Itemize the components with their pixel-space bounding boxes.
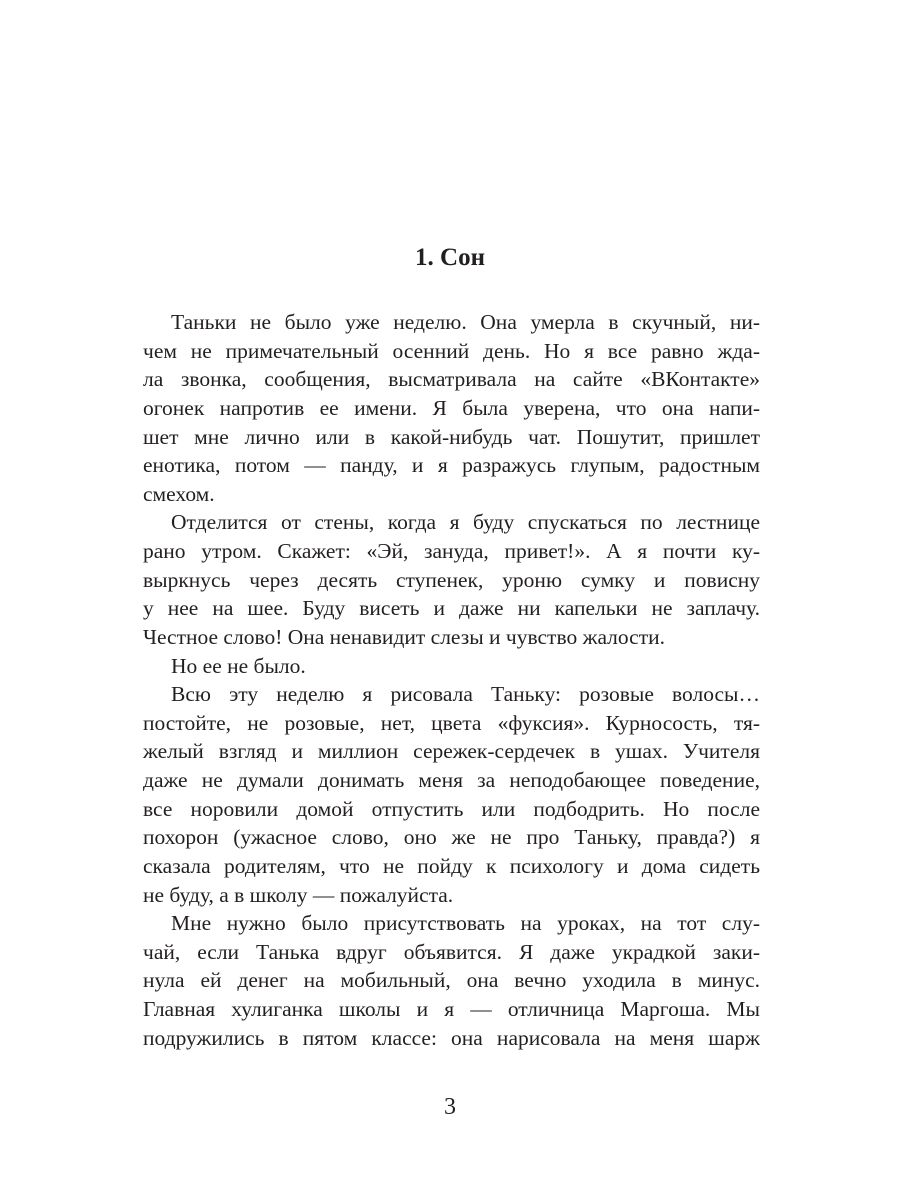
chapter-title: 1. Сон [415, 244, 485, 271]
text-line: Мне нужно было присутствовать на уроках, на тот слу- [171, 911, 760, 936]
text-line: даже не думали донимать меня за неподобающее поведение, [143, 768, 760, 792]
paragraph [143, 508, 760, 651]
text-line: шет мне лично или в какой-нибудь чат. Пошутит, пришлет [143, 424, 760, 449]
text-line: подружились в пятом классе: она нарисовала на меня шарж [143, 1025, 760, 1050]
text-line: ла звонка, сообщения, высматривала на сайте «ВКонтакте» [143, 367, 760, 392]
text-line: все норовили домой отпустить или подбодрить. Но после [143, 796, 760, 821]
text-line: выркнусь через десять ступенек, уроню сумку и повисну [143, 567, 760, 592]
text-line: нула ей денег на мобильный, она вечно уходила в минус. [143, 968, 760, 993]
text-line: постойте, не розовые, нет, цвета «фуксия». Курносость, тя- [143, 710, 760, 735]
text-line: чай, если Танька вдруг объявится. Я даже украдкой заки- [143, 939, 760, 964]
text-line: Честное слово! Она ненавидит слезы и чувство жалости. [143, 624, 666, 649]
text-line: похорон (ужасное слово, оно же не про Таньку, правда?) я [143, 825, 760, 850]
text-line: Главная хулиганка школы и я — отличница Маргоша. Мы [143, 997, 760, 1021]
page-number: 3 [444, 1094, 456, 1120]
text-line: Отделится от стены, когда я буду спускаться по лестнице [171, 510, 760, 535]
text-line: сказала родителям, что не пойду к психологу и дома сидеть [143, 853, 760, 878]
text-line: Таньки не было уже неделю. Она умерла в скучный, ни- [171, 310, 760, 334]
text-line: енотика, потом — панду, и я разражусь глупым, радостным [143, 453, 760, 478]
paragraph [143, 652, 760, 681]
text-line: у нее на шее. Буду висеть и даже ни капельки не заплачу. [143, 596, 760, 621]
text-line: огонек напротив ее имени. Я была уверена, что она напи- [143, 395, 760, 420]
paragraph [143, 308, 760, 508]
text-line: смехом. [143, 481, 215, 506]
text-line: Всю эту неделю я рисовала Таньку: розовые волосы… [171, 682, 760, 707]
text-line: Но ее не было. [171, 653, 306, 678]
paragraph [143, 680, 760, 909]
text-line: не буду, а в школу — пожалуйста. [143, 882, 454, 907]
text-line: желый взгляд и миллион сережек-сердечек в ушах. Учителя [143, 739, 760, 764]
paragraph [143, 909, 760, 1052]
text-line: чем не примечательный осенний день. Но я все равно жда- [143, 338, 760, 363]
body-text [143, 308, 760, 1052]
text-line: рано утром. Скажет: «Эй, зануда, привет!». А я почти ку- [143, 539, 760, 563]
